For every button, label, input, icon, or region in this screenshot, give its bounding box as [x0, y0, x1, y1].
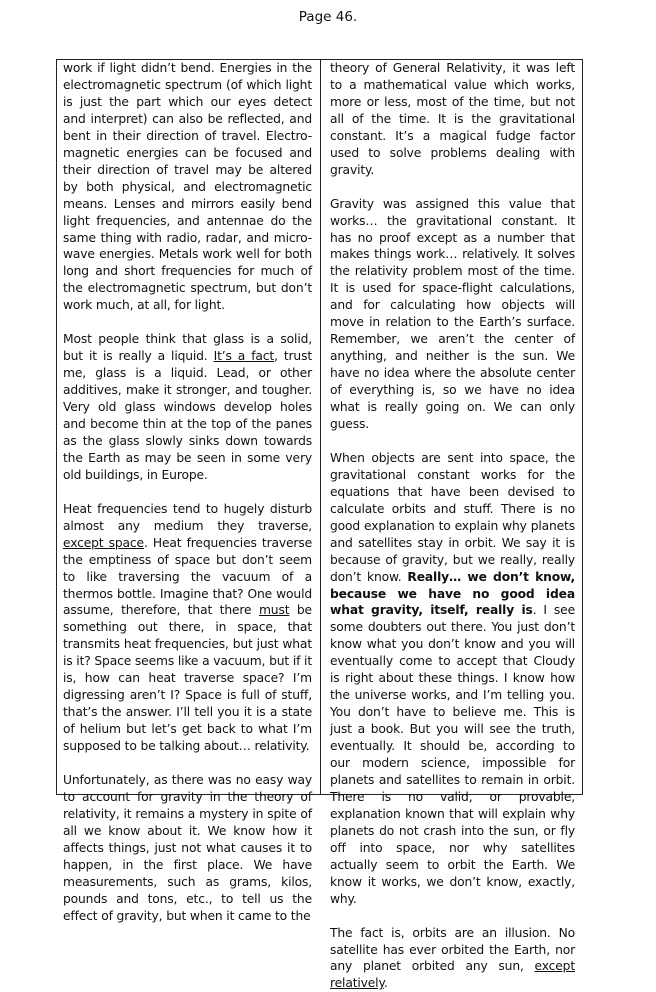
paragraph: [330, 925, 575, 992]
paragraph: [330, 450, 575, 908]
paragraph: [330, 196, 575, 433]
text-segment: Heat frequencies tend to hugely disturb almost any medium they traverse,: [63, 501, 312, 533]
text-segment: work if light didn’t bend. Energies in the electromagnetic spectrum (of which light is just the part which our eyes detect and interpret) can also be reflected, and bent in their direction of travel. Electro-magnetic energies can be focused and their direction of travel may be altered by both physical, and electromagnetic means. Lenses and mirrors easily bend light frequencies, and antennae do the same thing with radio, radar, and micro-wave energies. Metals work well for both long and short frequencies for much of the electromagnetic spectrum, but don’t work much, at all, for light.: [63, 61, 312, 313]
text-segment: Most people think that glass is a solid, but it is really a liquid.: [63, 332, 312, 364]
paragraph: [63, 331, 312, 484]
paragraph: [63, 60, 312, 314]
underlined-text: except relatively: [330, 959, 575, 991]
text-segment: .: [383, 976, 388, 991]
text-segment: . I see some doubters out there. You just don’t know what you don’t know and you will eventually come to accept that Cloudy is right about these things. I know how the universe works, and I’m telling you. You don’t have to believe me. This is just a book. But you will see the truth, eventually. It should be, according to our modern science, impossible for planets and satellites to remain in orbit. There is no valid, or provable, explanation known that will explain why planets do not crash into the sun, or fly off into space, nor why satellites actually seem to orbit the Earth. We know it works, we don’t know, exactly, why.: [330, 603, 575, 906]
page-number-header: Page 46.: [298, 9, 358, 25]
text-segment: The fact is, orbits are an illusion. No satellite has ever orbited the Earth, nor any planet orbited any sun,: [330, 925, 575, 974]
text-segment: Gravity was assigned this value that works… the gravitational constant. It has no proof except as a number that makes things work… relatively. It solves the relativity problem most of the time. It is used for space-flight calculations, and for calculating how objects will move in relation to the Earth’s surface. Remember, we aren’t the center of anything, and neither is the sun. We have no idea where the absolute center of everything is, so we have no idea what is really going on. We can only guess.: [330, 196, 575, 431]
text-segment: . Heat frequencies traverse the emptiness of space but don’t seem to like traversing the vacuum of a thermos bottle. Imagine that? One would assume, therefore, that there: [63, 535, 312, 618]
underlined-text: except space: [63, 535, 144, 550]
text-segment: theory of General Relativity, it was left to a mathematical value which works, more or less, most of the time, but not all of the time. It is the gravitational constant. It’s a magical fudge factor used to solve problems dealing with gravity.: [330, 61, 575, 177]
text-segment: When objects are sent into space, the gravitational constant works for the equations that have been devised to calculate orbits and stuff. There is no good explanation to explain why planets and satellites stay in orbit. We say it is because of gravity, but we really, really don’t know.: [330, 450, 575, 584]
text-segment: Unfortunately, as there was no easy way to account for gravity in the theory of relativity, it remains a mystery in spite of all we know about it. We know how it affects things, just not what causes it to happen, in the first place. We have measurements, such as grams, kilos, pounds and tons, etc., to tell us the effect of gravity, but when it came to the: [63, 772, 312, 923]
right-column: [330, 60, 575, 992]
text-segment: , trust me, glass is a liquid. Lead, or other additives, make it stronger, and tougher. Very old glass windows develop holes and become thin at the top of the panes as the glass slowly sinks down towards the Earth as may be seen in some very old buildings, in Europe.: [63, 349, 312, 482]
text-frame: [56, 59, 583, 991]
underlined-text: It’s a fact: [213, 349, 275, 364]
paragraph: [63, 501, 312, 755]
bold-text: Really… we don’t know, because we have no good idea what gravity, itself, really is: [330, 569, 575, 618]
text-segment: be something out there, in space, that transmits heat frequencies, but just what is it? Space seems like a vacuum, but if it is, how can heat traverse space? I’m digressing aren’t I? Space is full of stuff, that’s the answer. I’ll tell you it is a state of helium but let’s get back to what I’m supposed to be talking about… relativity.: [63, 603, 312, 754]
paragraph: [63, 772, 312, 925]
column-divider: [320, 60, 321, 794]
paragraph: [330, 60, 575, 179]
underlined-text: must: [258, 603, 290, 618]
left-column: [63, 60, 312, 925]
